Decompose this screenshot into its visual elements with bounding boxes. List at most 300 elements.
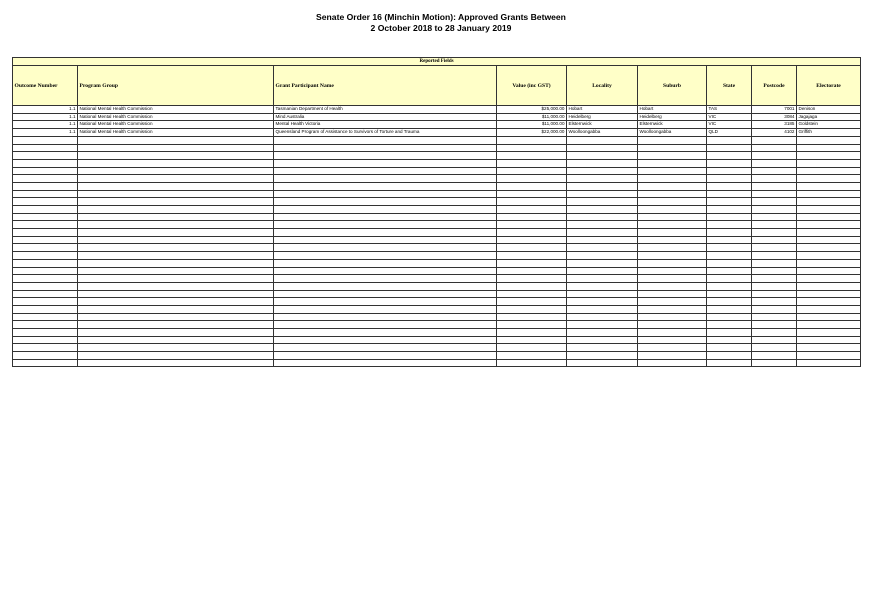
empty-table-row: [13, 229, 861, 237]
cell-program-group: National Mental Health Commission: [78, 129, 274, 137]
empty-cell: [797, 136, 861, 144]
cell-suburb: Heidelberg: [638, 113, 707, 121]
col-header-program-group: Program Group: [78, 66, 274, 106]
empty-table-row: [13, 298, 861, 306]
empty-table-row: [13, 159, 861, 167]
empty-cell: [13, 344, 78, 352]
empty-cell: [567, 221, 638, 229]
empty-cell: [707, 152, 752, 160]
cell-postcode: 7001: [752, 106, 797, 114]
empty-cell: [638, 252, 707, 260]
empty-cell: [78, 313, 274, 321]
empty-cell: [497, 336, 567, 344]
empty-cell: [707, 267, 752, 275]
col-header-outcome-number: Outcome Number: [13, 66, 78, 106]
empty-cell: [567, 321, 638, 329]
empty-cell: [567, 144, 638, 152]
empty-cell: [707, 244, 752, 252]
empty-table-row: [13, 282, 861, 290]
empty-cell: [78, 305, 274, 313]
empty-cell: [797, 175, 861, 183]
empty-cell: [638, 152, 707, 160]
empty-cell: [13, 329, 78, 337]
empty-cell: [78, 352, 274, 360]
empty-table-row: [13, 344, 861, 352]
empty-table-row: [13, 252, 861, 260]
empty-table-row: [13, 221, 861, 229]
empty-cell: [752, 313, 797, 321]
col-header-postcode: Postcode: [752, 66, 797, 106]
empty-cell: [274, 336, 497, 344]
empty-cell: [707, 182, 752, 190]
empty-table-row: [13, 313, 861, 321]
empty-cell: [497, 329, 567, 337]
empty-cell: [497, 213, 567, 221]
empty-cell: [707, 206, 752, 214]
empty-cell: [707, 190, 752, 198]
empty-cell: [274, 352, 497, 360]
empty-cell: [638, 267, 707, 275]
empty-cell: [274, 144, 497, 152]
empty-cell: [497, 152, 567, 160]
empty-cell: [13, 198, 78, 206]
cell-outcome-number: 1.1: [13, 129, 78, 137]
cell-state: VIC: [707, 113, 752, 121]
empty-cell: [13, 298, 78, 306]
empty-cell: [797, 282, 861, 290]
empty-cell: [797, 336, 861, 344]
empty-cell: [567, 167, 638, 175]
empty-table-row: [13, 244, 861, 252]
empty-cell: [497, 198, 567, 206]
empty-cell: [78, 336, 274, 344]
empty-table-row: [13, 359, 861, 367]
empty-cell: [797, 206, 861, 214]
empty-cell: [752, 206, 797, 214]
empty-table-row: [13, 167, 861, 175]
empty-table-row: [13, 152, 861, 160]
empty-cell: [567, 198, 638, 206]
empty-cell: [638, 190, 707, 198]
empty-cell: [13, 275, 78, 283]
empty-cell: [567, 152, 638, 160]
empty-cell: [274, 290, 497, 298]
empty-cell: [797, 344, 861, 352]
empty-cell: [567, 329, 638, 337]
empty-cell: [497, 182, 567, 190]
empty-cell: [797, 352, 861, 360]
empty-cell: [497, 229, 567, 237]
empty-cell: [752, 221, 797, 229]
empty-cell: [797, 329, 861, 337]
grants-table-body: [13, 106, 861, 367]
empty-cell: [274, 259, 497, 267]
empty-cell: [13, 213, 78, 221]
empty-cell: [567, 282, 638, 290]
empty-cell: [707, 259, 752, 267]
cell-state: TAS: [707, 106, 752, 114]
empty-cell: [752, 282, 797, 290]
cell-outcome-number: 1.1: [13, 121, 78, 129]
empty-cell: [797, 167, 861, 175]
empty-cell: [797, 236, 861, 244]
empty-cell: [567, 136, 638, 144]
empty-cell: [497, 282, 567, 290]
empty-cell: [567, 298, 638, 306]
empty-cell: [752, 167, 797, 175]
empty-cell: [638, 336, 707, 344]
cell-outcome-number: 1.1: [13, 106, 78, 114]
empty-table-row: [13, 336, 861, 344]
empty-cell: [567, 244, 638, 252]
empty-cell: [13, 175, 78, 183]
empty-cell: [707, 305, 752, 313]
empty-cell: [78, 321, 274, 329]
cell-electorate: Goldstein: [797, 121, 861, 129]
empty-table-row: [13, 352, 861, 360]
empty-cell: [78, 252, 274, 260]
cell-state: VIC: [707, 121, 752, 129]
empty-cell: [13, 236, 78, 244]
empty-cell: [707, 313, 752, 321]
col-header-suburb: Suburb: [638, 66, 707, 106]
empty-cell: [638, 144, 707, 152]
empty-cell: [638, 167, 707, 175]
empty-cell: [274, 321, 497, 329]
empty-cell: [497, 259, 567, 267]
empty-table-row: [13, 305, 861, 313]
empty-cell: [13, 305, 78, 313]
cell-postcode: 4102: [752, 129, 797, 137]
empty-cell: [78, 298, 274, 306]
cell-locality: Hobart: [567, 106, 638, 114]
empty-cell: [13, 152, 78, 160]
empty-cell: [638, 298, 707, 306]
empty-cell: [78, 221, 274, 229]
col-header-locality: Locality: [567, 66, 638, 106]
empty-table-row: [13, 259, 861, 267]
empty-cell: [13, 359, 78, 367]
empty-cell: [497, 252, 567, 260]
empty-cell: [638, 344, 707, 352]
empty-cell: [638, 198, 707, 206]
empty-cell: [638, 236, 707, 244]
reported-fields-header: Reported Fields: [13, 58, 861, 66]
empty-cell: [707, 229, 752, 237]
empty-cell: [497, 190, 567, 198]
empty-cell: [567, 344, 638, 352]
empty-cell: [274, 190, 497, 198]
empty-cell: [797, 321, 861, 329]
empty-cell: [78, 359, 274, 367]
empty-cell: [567, 236, 638, 244]
empty-cell: [567, 359, 638, 367]
empty-cell: [274, 244, 497, 252]
empty-cell: [797, 182, 861, 190]
empty-cell: [707, 236, 752, 244]
empty-cell: [752, 190, 797, 198]
empty-cell: [638, 221, 707, 229]
empty-cell: [567, 336, 638, 344]
empty-cell: [638, 259, 707, 267]
empty-cell: [274, 136, 497, 144]
empty-cell: [13, 313, 78, 321]
empty-cell: [797, 359, 861, 367]
empty-cell: [497, 159, 567, 167]
empty-cell: [797, 213, 861, 221]
empty-cell: [274, 182, 497, 190]
empty-cell: [497, 144, 567, 152]
empty-cell: [797, 198, 861, 206]
empty-cell: [567, 159, 638, 167]
empty-cell: [497, 236, 567, 244]
empty-cell: [752, 198, 797, 206]
empty-cell: [78, 236, 274, 244]
empty-cell: [752, 298, 797, 306]
table-row: [13, 113, 861, 121]
col-header-grant-participant: Grant Participant Name: [274, 66, 497, 106]
cell-grant-participant: Mental Health Victoria: [274, 121, 497, 129]
empty-cell: [13, 321, 78, 329]
empty-cell: [78, 259, 274, 267]
cell-state: QLD: [707, 129, 752, 137]
cell-outcome-number: 1.1: [13, 113, 78, 121]
empty-cell: [638, 213, 707, 221]
empty-cell: [13, 229, 78, 237]
empty-cell: [797, 144, 861, 152]
empty-cell: [567, 267, 638, 275]
cell-postcode: 3185: [752, 121, 797, 129]
empty-cell: [567, 352, 638, 360]
empty-cell: [78, 244, 274, 252]
empty-cell: [274, 167, 497, 175]
empty-cell: [707, 159, 752, 167]
empty-cell: [567, 213, 638, 221]
empty-table-row: [13, 175, 861, 183]
empty-cell: [13, 259, 78, 267]
empty-cell: [13, 352, 78, 360]
empty-cell: [274, 213, 497, 221]
empty-cell: [13, 136, 78, 144]
table-row: [13, 129, 861, 137]
empty-cell: [797, 305, 861, 313]
empty-cell: [274, 159, 497, 167]
empty-cell: [707, 329, 752, 337]
empty-cell: [497, 352, 567, 360]
empty-cell: [638, 136, 707, 144]
empty-cell: [638, 359, 707, 367]
empty-cell: [797, 244, 861, 252]
empty-cell: [78, 144, 274, 152]
title-line-2: 2 October 2018 to 28 January 2019: [370, 23, 512, 33]
empty-table-row: [13, 321, 861, 329]
empty-cell: [707, 344, 752, 352]
empty-cell: [638, 282, 707, 290]
cell-program-group: National Mental Health Commission: [78, 121, 274, 129]
empty-cell: [797, 290, 861, 298]
empty-cell: [567, 305, 638, 313]
empty-cell: [497, 313, 567, 321]
empty-cell: [567, 313, 638, 321]
reported-fields-row: [13, 58, 861, 66]
cell-electorate: Griffith: [797, 129, 861, 137]
empty-cell: [797, 152, 861, 160]
empty-cell: [497, 167, 567, 175]
empty-cell: [274, 175, 497, 183]
empty-cell: [497, 290, 567, 298]
empty-cell: [78, 290, 274, 298]
empty-cell: [752, 336, 797, 344]
empty-cell: [797, 275, 861, 283]
empty-cell: [78, 182, 274, 190]
empty-cell: [638, 329, 707, 337]
empty-cell: [274, 282, 497, 290]
empty-cell: [13, 252, 78, 260]
empty-cell: [797, 313, 861, 321]
empty-cell: [752, 259, 797, 267]
empty-cell: [638, 229, 707, 237]
empty-cell: [78, 213, 274, 221]
empty-cell: [707, 298, 752, 306]
empty-cell: [274, 198, 497, 206]
empty-cell: [497, 244, 567, 252]
cell-value: $25,000.00: [497, 106, 567, 114]
table-row: [13, 106, 861, 114]
cell-value: $22,000.00: [497, 129, 567, 137]
col-header-value: Value (inc GST): [497, 66, 567, 106]
empty-cell: [274, 267, 497, 275]
empty-cell: [274, 359, 497, 367]
empty-cell: [274, 305, 497, 313]
empty-cell: [752, 352, 797, 360]
empty-cell: [752, 159, 797, 167]
empty-cell: [707, 167, 752, 175]
empty-table-row: [13, 182, 861, 190]
col-header-state: State: [707, 66, 752, 106]
empty-cell: [78, 329, 274, 337]
empty-cell: [274, 152, 497, 160]
empty-cell: [78, 167, 274, 175]
empty-cell: [707, 336, 752, 344]
empty-cell: [707, 290, 752, 298]
empty-cell: [567, 290, 638, 298]
cell-value: $11,000.00: [497, 113, 567, 121]
empty-cell: [752, 329, 797, 337]
cell-grant-participant: Queensland Program of Assistance to Survivors of Torture and Trauma: [274, 129, 497, 137]
empty-cell: [497, 206, 567, 214]
empty-cell: [274, 313, 497, 321]
empty-cell: [567, 190, 638, 198]
empty-cell: [797, 259, 861, 267]
empty-cell: [497, 275, 567, 283]
cell-locality: Woolloongabba: [567, 129, 638, 137]
empty-table-row: [13, 290, 861, 298]
empty-cell: [78, 175, 274, 183]
column-header-row: [13, 66, 861, 106]
empty-cell: [274, 236, 497, 244]
empty-cell: [78, 229, 274, 237]
empty-cell: [497, 175, 567, 183]
empty-cell: [638, 159, 707, 167]
empty-table-row: [13, 190, 861, 198]
empty-cell: [752, 182, 797, 190]
empty-table-row: [13, 236, 861, 244]
empty-cell: [638, 313, 707, 321]
empty-cell: [707, 198, 752, 206]
empty-cell: [797, 298, 861, 306]
empty-cell: [567, 252, 638, 260]
empty-cell: [638, 321, 707, 329]
empty-cell: [567, 206, 638, 214]
empty-cell: [13, 144, 78, 152]
cell-suburb: Hobart: [638, 106, 707, 114]
empty-cell: [497, 344, 567, 352]
empty-cell: [274, 252, 497, 260]
empty-table-row: [13, 206, 861, 214]
empty-cell: [752, 244, 797, 252]
empty-cell: [13, 221, 78, 229]
empty-cell: [78, 282, 274, 290]
empty-cell: [752, 213, 797, 221]
empty-cell: [752, 344, 797, 352]
empty-table-row: [13, 267, 861, 275]
empty-cell: [13, 267, 78, 275]
empty-cell: [13, 167, 78, 175]
empty-table-row: [13, 136, 861, 144]
empty-cell: [638, 244, 707, 252]
cell-locality: Heidelberg: [567, 113, 638, 121]
empty-cell: [638, 352, 707, 360]
empty-cell: [752, 144, 797, 152]
empty-cell: [274, 329, 497, 337]
empty-cell: [497, 298, 567, 306]
empty-cell: [707, 221, 752, 229]
empty-cell: [567, 275, 638, 283]
empty-cell: [274, 206, 497, 214]
empty-cell: [752, 229, 797, 237]
empty-cell: [752, 359, 797, 367]
empty-cell: [797, 267, 861, 275]
empty-cell: [497, 359, 567, 367]
col-header-electorate: Electorate: [797, 66, 861, 106]
empty-table-row: [13, 144, 861, 152]
empty-cell: [274, 275, 497, 283]
empty-cell: [707, 352, 752, 360]
empty-cell: [567, 229, 638, 237]
empty-cell: [638, 182, 707, 190]
empty-cell: [752, 275, 797, 283]
empty-cell: [707, 275, 752, 283]
cell-program-group: National Mental Health Commission: [78, 113, 274, 121]
empty-cell: [752, 236, 797, 244]
empty-cell: [752, 152, 797, 160]
empty-table-row: [13, 213, 861, 221]
empty-cell: [497, 221, 567, 229]
empty-cell: [497, 267, 567, 275]
empty-cell: [752, 290, 797, 298]
empty-cell: [797, 159, 861, 167]
empty-cell: [78, 206, 274, 214]
empty-cell: [797, 221, 861, 229]
empty-cell: [752, 175, 797, 183]
cell-grant-participant: Tasmanian Department of Health: [274, 106, 497, 114]
empty-cell: [752, 305, 797, 313]
empty-cell: [752, 136, 797, 144]
empty-cell: [78, 275, 274, 283]
empty-table-row: [13, 275, 861, 283]
empty-cell: [274, 298, 497, 306]
empty-cell: [567, 259, 638, 267]
